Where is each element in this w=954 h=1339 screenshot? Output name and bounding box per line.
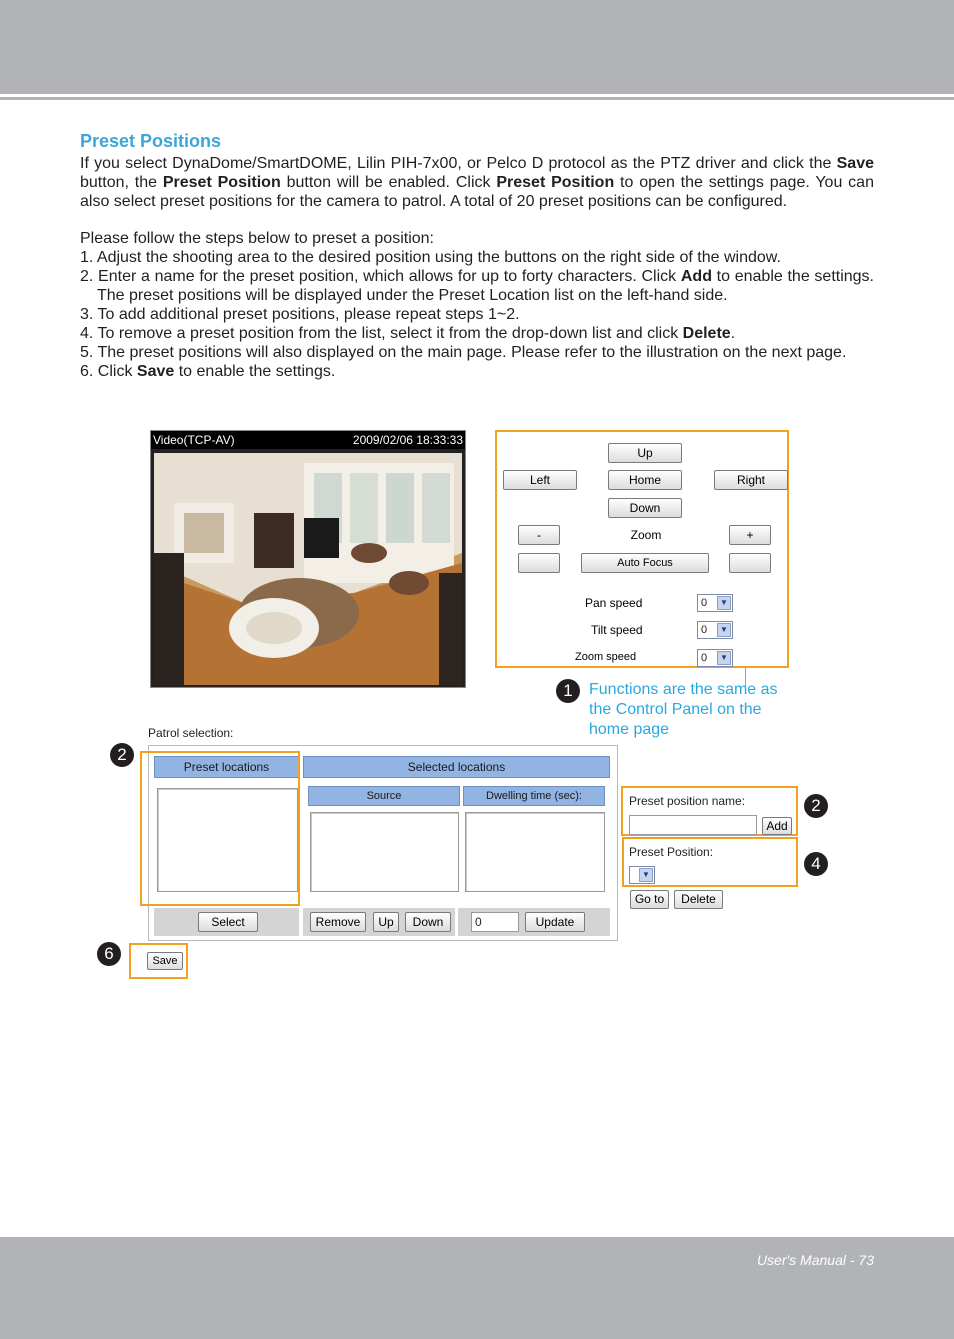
video-timestamp: 2009/02/06 18:33:33 bbox=[352, 433, 463, 447]
move-up-button[interactable]: Up bbox=[373, 912, 399, 932]
marker-6: 6 bbox=[97, 942, 121, 966]
goto-button[interactable]: Go to bbox=[630, 890, 669, 909]
preset-position-select[interactable] bbox=[629, 866, 655, 884]
add-button[interactable]: Add bbox=[762, 817, 792, 835]
highlight-preset-locations bbox=[140, 751, 300, 906]
pan-speed-select[interactable]: 0 ▼ bbox=[697, 594, 733, 612]
zoom-in-button[interactable]: + bbox=[729, 525, 771, 545]
down-button[interactable]: Down bbox=[608, 498, 682, 518]
move-down-button[interactable]: Down bbox=[405, 912, 451, 932]
tilt-speed-label: Tilt speed bbox=[591, 623, 643, 637]
step-3: 3. To add additional preset positions, please repeat steps 1~2. bbox=[80, 306, 520, 323]
marker-2-right: 2 bbox=[804, 794, 828, 818]
preset-locations-header: Preset locations bbox=[154, 756, 299, 778]
save-button[interactable]: Save bbox=[147, 952, 183, 970]
patrol-title: Patrol selection: bbox=[148, 726, 234, 740]
section-heading: Preset Positions bbox=[80, 131, 222, 151]
header-band bbox=[0, 0, 954, 94]
main-content bbox=[80, 130, 874, 381]
steps-intro: Please follow the steps below to preset a position: bbox=[80, 230, 434, 247]
left-button[interactable]: Left bbox=[503, 470, 577, 490]
callout-text: Functions are the same as the Control Panel on the home page bbox=[589, 681, 778, 738]
zoom-speed-select[interactable]: 0 ▼ bbox=[697, 649, 733, 667]
step-1: 1. Adjust the shooting area to the desired position using the buttons on the right side of the window. bbox=[80, 249, 781, 266]
selected-locations-header: Selected locations bbox=[303, 756, 610, 778]
chevron-down-icon: ▼ bbox=[717, 623, 731, 637]
dwell-time-input[interactable]: 0 bbox=[471, 912, 519, 932]
camera-view-image bbox=[154, 453, 462, 685]
up-button[interactable]: Up bbox=[608, 443, 682, 463]
chevron-down-icon: ▼ bbox=[717, 651, 731, 665]
remove-button[interactable]: Remove bbox=[310, 912, 366, 932]
chevron-down-icon: ▼ bbox=[639, 868, 653, 882]
video-window bbox=[150, 430, 466, 688]
focus-near-button[interactable] bbox=[518, 553, 560, 573]
step-6: 6. Click Save to enable the settings. bbox=[80, 363, 336, 380]
auto-focus-button[interactable]: Auto Focus bbox=[581, 553, 709, 573]
marker-2-left: 2 bbox=[110, 743, 134, 767]
source-header: Source bbox=[308, 786, 460, 806]
preset-name-input[interactable] bbox=[629, 815, 757, 835]
room-picture bbox=[154, 453, 462, 685]
preset-name-label: Preset position name: bbox=[629, 794, 746, 808]
intro-paragraph: If you select DynaDome/SmartDOME, Lilin PIH-7x00, or Pelco D protocol as the PTZ driver and click the Save button, the Preset Position button will be enabled. Click Preset Position to open the settings page. You can also select preset positions for the camera to patrol. A total of 20 preset positions can be configured. bbox=[80, 155, 874, 210]
step-2: 2. Enter a name for the preset position, which allows for up to forty characters. Click Add to enable the settings. The preset positions will be displayed under the Preset Location list on the left-hand side. bbox=[80, 268, 875, 304]
step-4: 4. To remove a preset position from the list, select it from the drop-down list and click Delete. bbox=[80, 325, 736, 342]
callout-number-1: 1 bbox=[556, 679, 580, 703]
delete-button[interactable]: Delete bbox=[674, 890, 723, 909]
focus-far-button[interactable] bbox=[729, 553, 771, 573]
home-button[interactable]: Home bbox=[608, 470, 682, 490]
video-title-bar bbox=[151, 431, 465, 449]
zoom-out-button[interactable]: - bbox=[518, 525, 560, 545]
chevron-down-icon: ▼ bbox=[717, 596, 731, 610]
dwelling-list[interactable] bbox=[465, 812, 605, 892]
preset-position-label: Preset Position: bbox=[629, 845, 714, 859]
header-rule bbox=[0, 97, 954, 100]
select-button[interactable]: Select bbox=[198, 912, 258, 932]
pan-speed-label: Pan speed bbox=[585, 596, 643, 610]
zoom-speed-label: Zoom speed bbox=[575, 651, 637, 663]
footer-page-label: User's Manual - 73 bbox=[756, 1252, 874, 1268]
marker-4: 4 bbox=[804, 852, 828, 876]
video-label: Video(TCP-AV) bbox=[153, 433, 235, 447]
tilt-speed-select[interactable]: 0 ▼ bbox=[697, 621, 733, 639]
step-5: 5. The preset positions will also displayed on the main page. Please refer to the illustration on the next page. bbox=[80, 344, 847, 361]
dwelling-header: Dwelling time (sec): bbox=[463, 786, 605, 806]
zoom-label: Zoom bbox=[630, 528, 662, 542]
right-button[interactable]: Right bbox=[714, 470, 788, 490]
ptz-control-panel bbox=[495, 430, 789, 668]
steps-list bbox=[80, 248, 874, 381]
update-button[interactable]: Update bbox=[525, 912, 585, 932]
source-list[interactable] bbox=[310, 812, 459, 892]
